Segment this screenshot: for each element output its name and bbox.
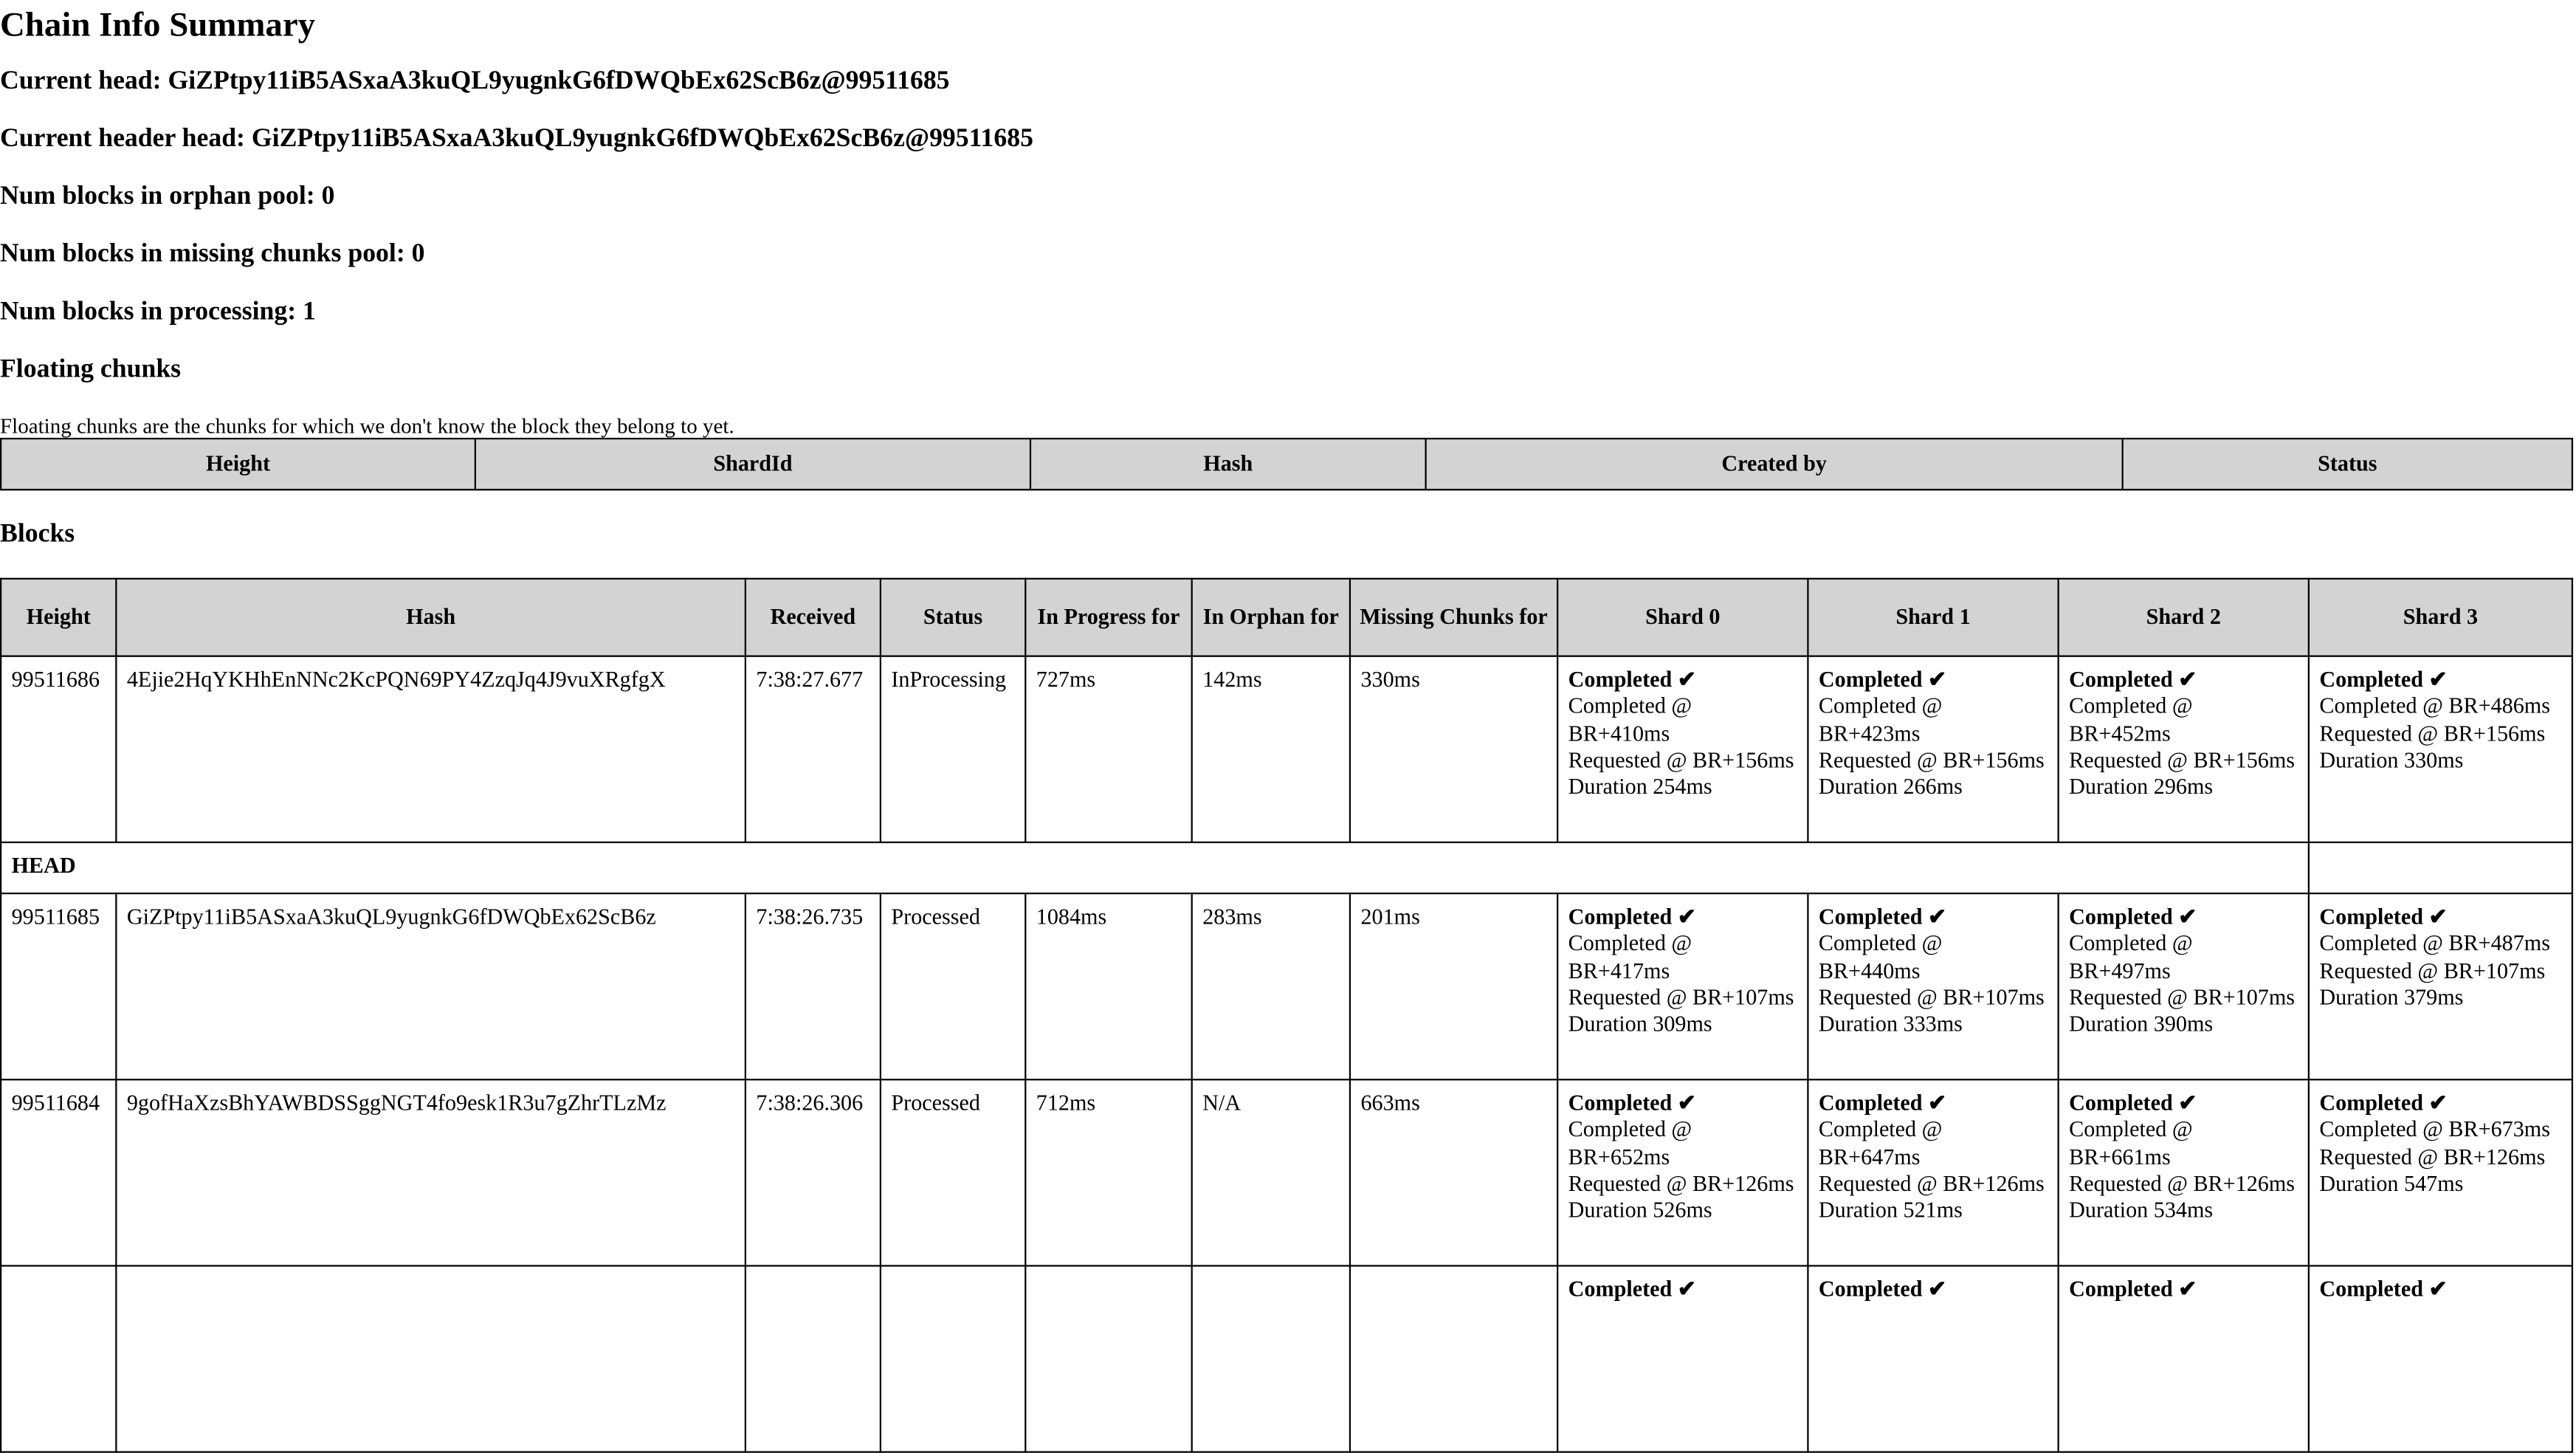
shard-completed: Completed @ BR+497ms — [2069, 930, 2193, 983]
block-hash: 9gofHaXzsBhYAWBDSSggNGT4fo9esk1R3u7gZhrTLzMz — [116, 1079, 745, 1265]
table-row — [1, 1079, 2572, 1265]
head-marker: HEAD — [1, 842, 2309, 893]
block-received — [745, 1265, 881, 1452]
table-row — [1, 1265, 2572, 1452]
block-missing-chunks — [1350, 1265, 1557, 1452]
block-missing-chunks: 663ms — [1350, 1079, 1557, 1265]
current-header-head — [0, 123, 2575, 154]
floating-header-row — [1, 439, 2572, 490]
shard-completed: Completed @ BR+417ms — [1568, 930, 1692, 983]
shard-completed: Completed @ BR+647ms — [1818, 1117, 1943, 1169]
shard-requested: Requested @ BR+126ms — [2069, 1170, 2296, 1196]
block-in-orphan: 142ms — [1192, 656, 1350, 842]
shard-cell — [2059, 1265, 2309, 1452]
orphan-pool-label: Num blocks in orphan pool: — [0, 182, 315, 210]
floating-col-shardid: ShardId — [475, 439, 1030, 490]
shard-completed: Completed @ BR+487ms — [2319, 930, 2550, 956]
block-status: InProcessing — [881, 656, 1025, 842]
missing-chunks-label: Num blocks in missing chunks pool: — [0, 240, 405, 269]
chain-info-page — [0, 4, 2575, 1453]
shard-status: Completed ✔ — [2319, 1276, 2448, 1302]
shard-completed: Completed @ BR+486ms — [2319, 693, 2550, 719]
check-icon: ✔ — [2428, 667, 2448, 692]
table-row — [1, 656, 2572, 842]
check-icon: ✔ — [1677, 1090, 1697, 1116]
shard-requested: Requested @ BR+126ms — [1818, 1170, 2045, 1196]
shard-duration: Duration 526ms — [1568, 1198, 1712, 1223]
processing-label: Num blocks in processing: — [0, 298, 297, 326]
shard-duration: Duration 390ms — [2069, 1011, 2214, 1037]
shard-cell — [2059, 893, 2309, 1079]
shard-completed: Completed @ BR+423ms — [1818, 693, 1943, 746]
shard-duration: Duration 309ms — [1568, 1011, 1712, 1037]
shard-cell — [1808, 656, 2058, 842]
block-missing-chunks: 201ms — [1350, 893, 1557, 1079]
shard-duration: Duration 547ms — [2319, 1170, 2464, 1196]
shard-completed: Completed @ BR+673ms — [2319, 1117, 2550, 1142]
block-height — [1, 1265, 116, 1452]
shard-cell — [2309, 1079, 2572, 1265]
shard-cell — [1557, 1079, 1808, 1265]
shard-cell — [1557, 656, 1808, 842]
blocks-col-in-orphan: In Orphan for — [1192, 579, 1350, 656]
blocks-title: Blocks — [0, 520, 75, 549]
shard-requested: Requested @ BR+107ms — [1568, 984, 1794, 1010]
current-header-head-value: GiZPtpy11iB5ASxaA3kuQL9yugnkG6fDWQbEx62ScB6z@99511685 — [251, 124, 1033, 153]
block-in-progress: 727ms — [1025, 656, 1191, 842]
missing-chunks-pool-count — [0, 238, 2575, 269]
check-icon: ✔ — [2178, 667, 2197, 692]
shard-requested: Requested @ BR+107ms — [1818, 984, 2045, 1010]
floating-col-hash: Hash — [1030, 439, 1426, 490]
block-in-orphan: 283ms — [1192, 893, 1350, 1079]
block-hash: GiZPtpy11iB5ASxaA3kuQL9yugnkG6fDWQbEx62ScB6z — [116, 893, 745, 1079]
shard-status: Completed ✔ — [1818, 1276, 1947, 1302]
block-hash — [116, 1265, 745, 1452]
blocks-col-shard-1: Shard 1 — [1808, 579, 2058, 656]
shard-cell — [1808, 1265, 2058, 1452]
shard-cell — [2309, 1265, 2572, 1452]
shard-completed: Completed @ BR+661ms — [2069, 1117, 2193, 1169]
shard-status: Completed ✔ — [1568, 1090, 1697, 1116]
missing-chunks-value: 0 — [411, 240, 425, 269]
shard-requested: Requested @ BR+156ms — [1568, 747, 1794, 772]
blocks-col-status: Status — [881, 579, 1025, 656]
blocks-table — [0, 578, 2573, 1453]
shard-requested: Requested @ BR+126ms — [1568, 1170, 1794, 1196]
shard-duration: Duration 266ms — [1818, 774, 1963, 800]
shard-requested: Requested @ BR+107ms — [2069, 984, 2296, 1010]
check-icon: ✔ — [1677, 667, 1697, 692]
shard-completed: Completed @ BR+652ms — [1568, 1117, 1692, 1169]
blocks-col-shard-0: Shard 0 — [1557, 579, 1808, 656]
check-icon: ✔ — [1928, 904, 1947, 930]
block-height: 99511686 — [1, 656, 116, 842]
shard-completed: Completed @ BR+452ms — [2069, 693, 2193, 746]
shard-completed: Completed @ BR+440ms — [1818, 930, 1943, 983]
shard-cell — [1557, 1265, 1808, 1452]
shard-status: Completed ✔ — [1818, 904, 1947, 930]
shard-duration: Duration 296ms — [2069, 774, 2214, 800]
shard-completed: Completed @ BR+410ms — [1568, 693, 1692, 746]
block-height: 99511684 — [1, 1079, 116, 1265]
shard-requested: Requested @ BR+126ms — [2319, 1144, 2546, 1169]
floating-col-created-by: Created by — [1426, 439, 2123, 490]
current-header-head-label: Current header head: — [0, 124, 245, 153]
block-received: 7:38:27.677 — [745, 656, 881, 842]
shard-status: Completed ✔ — [2319, 904, 2448, 930]
current-head-value: GiZPtpy11iB5ASxaA3kuQL9yugnkG6fDWQbEx62ScB6z@99511685 — [168, 66, 950, 95]
shard-duration: Duration 330ms — [2319, 747, 2464, 772]
shard-cell — [2059, 1079, 2309, 1265]
block-in-orphan — [1192, 1265, 1350, 1452]
shard-cell — [1808, 893, 2058, 1079]
shard-status: Completed ✔ — [2069, 904, 2197, 930]
block-height: 99511685 — [1, 893, 116, 1079]
block-hash: 4Ejie2HqYKHhEnNNc2KcPQN69PY4ZzqJq4J9vuXRgfgX — [116, 656, 745, 842]
shard-cell — [1808, 1079, 2058, 1265]
shard-status: Completed ✔ — [2319, 1090, 2448, 1116]
block-status: Processed — [881, 1079, 1025, 1265]
shard-duration: Duration 521ms — [1818, 1198, 1963, 1223]
shard-requested: Requested @ BR+156ms — [2069, 747, 2296, 772]
block-received: 7:38:26.306 — [745, 1079, 881, 1265]
floating-col-height: Height — [1, 439, 475, 490]
check-icon: ✔ — [2428, 904, 2448, 930]
blocks-col-missing-chunks: Missing Chunks for — [1350, 579, 1557, 656]
check-icon: ✔ — [1928, 1276, 1947, 1302]
check-icon: ✔ — [1928, 667, 1947, 692]
shard-duration: Duration 333ms — [1818, 1011, 1963, 1037]
shard-status: Completed ✔ — [2069, 1090, 2197, 1116]
check-icon: ✔ — [2428, 1276, 2448, 1302]
shard-status: Completed ✔ — [2319, 667, 2448, 692]
shard-status: Completed ✔ — [1818, 667, 1947, 692]
check-icon: ✔ — [1928, 1090, 1947, 1116]
block-missing-chunks: 330ms — [1350, 656, 1557, 842]
block-in-progress — [1025, 1265, 1191, 1452]
shard-cell — [2059, 656, 2309, 842]
blocks-col-height: Height — [1, 579, 116, 656]
head-marker-empty — [2309, 842, 2572, 893]
processing-value: 1 — [303, 298, 316, 326]
check-icon: ✔ — [2178, 1276, 2197, 1302]
floating-chunks-table — [0, 438, 2573, 490]
block-in-orphan: N/A — [1192, 1079, 1350, 1265]
check-icon: ✔ — [1677, 1276, 1697, 1302]
blocks-col-received: Received — [745, 579, 881, 656]
page-title: Chain Info Summary — [0, 4, 316, 44]
current-head-label: Current head: — [0, 66, 162, 95]
block-status: Processed — [881, 893, 1025, 1079]
block-in-progress: 712ms — [1025, 1079, 1191, 1265]
orphan-pool-count — [0, 181, 2575, 212]
shard-duration: Duration 379ms — [2319, 984, 2464, 1010]
floating-chunks-description: Floating chunks are the chunks for which we don't know the block they belong to yet. — [0, 413, 734, 438]
current-head — [0, 66, 2575, 97]
shard-status: Completed ✔ — [1568, 1276, 1697, 1302]
blocks-col-shard-3: Shard 3 — [2309, 579, 2572, 656]
shard-requested: Requested @ BR+107ms — [2319, 958, 2546, 983]
shard-duration: Duration 534ms — [2069, 1198, 2214, 1223]
floating-chunks-title: Floating chunks — [0, 355, 182, 384]
check-icon: ✔ — [2178, 904, 2197, 930]
shard-requested: Requested @ BR+156ms — [1818, 747, 2045, 772]
table-row — [1, 893, 2572, 1079]
shard-status: Completed ✔ — [1818, 1090, 1947, 1116]
shard-cell — [2309, 893, 2572, 1079]
shard-duration: Duration 254ms — [1568, 774, 1712, 800]
check-icon: ✔ — [2178, 1090, 2197, 1116]
shard-requested: Requested @ BR+156ms — [2319, 720, 2546, 746]
blocks-col-shard-2: Shard 2 — [2059, 579, 2309, 656]
block-status — [881, 1265, 1025, 1452]
shard-status: Completed ✔ — [2069, 1276, 2197, 1302]
shard-status: Completed ✔ — [2069, 667, 2197, 692]
blocks-col-hash: Hash — [116, 579, 745, 656]
check-icon: ✔ — [2428, 1090, 2448, 1116]
blocks-header-row — [1, 579, 2572, 656]
shard-status: Completed ✔ — [1568, 904, 1697, 930]
shard-cell — [2309, 656, 2572, 842]
check-icon: ✔ — [1677, 904, 1697, 930]
block-received: 7:38:26.735 — [745, 893, 881, 1079]
shard-cell — [1557, 893, 1808, 1079]
block-in-progress: 1084ms — [1025, 893, 1191, 1079]
orphan-pool-value: 0 — [321, 182, 335, 210]
floating-col-status: Status — [2123, 439, 2572, 490]
shard-status: Completed ✔ — [1568, 667, 1697, 692]
blocks-col-in-progress: In Progress for — [1025, 579, 1191, 656]
processing-count — [0, 296, 2575, 327]
head-marker-row — [1, 842, 2572, 893]
